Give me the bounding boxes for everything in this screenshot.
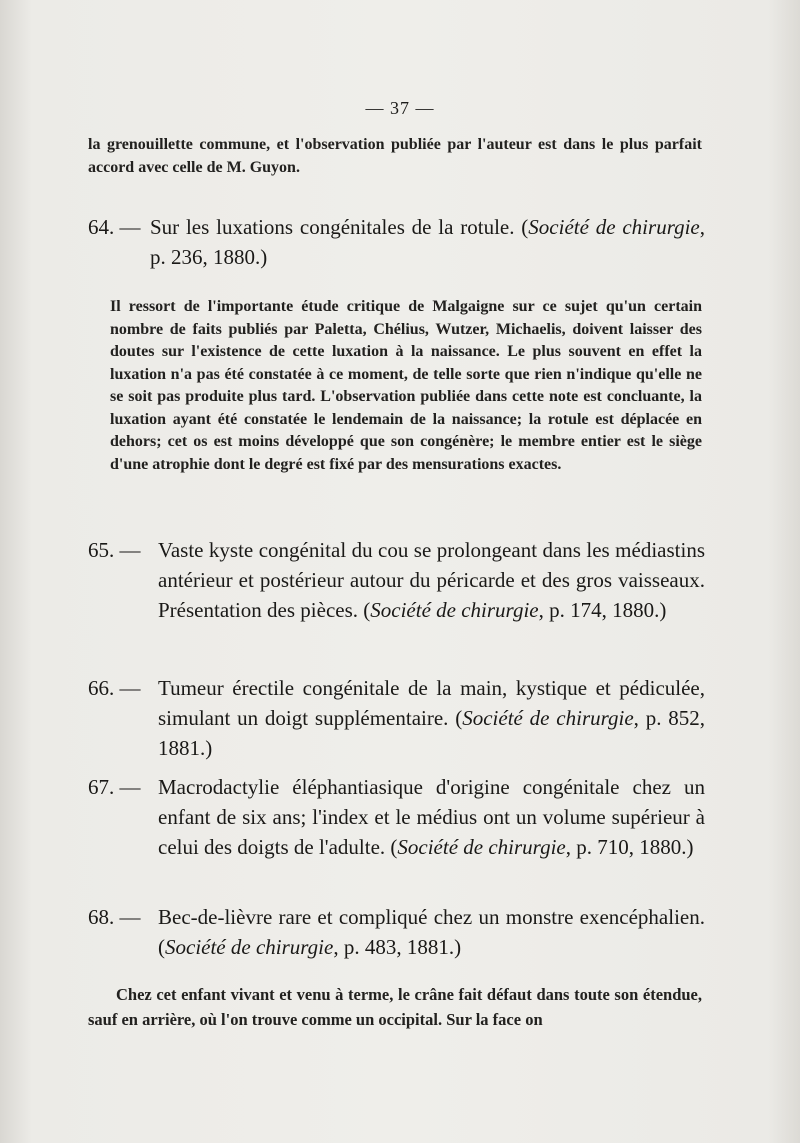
entry-text <box>158 772 705 862</box>
entry-title: Vaste kyste congénital du cou se prolongeant dans les médiastins antérieur et postérieur autour du péricarde et des gros vaisseaux. Présentation des pièces. ( <box>158 538 705 622</box>
entry-reference: , p. 483, 1881.) <box>333 935 462 959</box>
entry-number: 66. — <box>88 676 141 700</box>
entry-citation: Société de chirurgie <box>528 215 700 239</box>
entry-66 <box>88 673 705 763</box>
entry-65 <box>88 535 705 625</box>
entry-number: 65. — <box>88 538 141 562</box>
note-entry-68: Chez cet enfant vivant et venu à terme, le crâne fait défaut dans toute son étendue, sauf en arrière, où l'on trouve comme un occipital. Sur la face on <box>88 985 702 1029</box>
entry-reference: , p. 236, 1880.) <box>150 215 705 269</box>
entry-number: 68. — <box>88 905 141 929</box>
entry-64 <box>88 212 705 272</box>
entry-citation: Société de chirurgie <box>370 598 539 622</box>
entry-text <box>150 212 705 272</box>
entry-title: Tumeur érectile congénitale de la main, kystique et pédiculée, simulant un doigt supplémentaire. ( <box>158 676 705 730</box>
entry-text <box>158 673 705 763</box>
entry-reference: , p. 852, 1881.) <box>158 706 706 760</box>
entry-citation: Société de chirurgie <box>462 706 634 730</box>
page-number: — 37 — <box>365 98 435 118</box>
entry-text <box>158 902 705 962</box>
entry-67 <box>88 772 705 862</box>
entry-number: 64. — <box>88 215 141 239</box>
note-entry-64: Il ressort de l'importante étude critique de Malgaigne sur ce sujet qu'un certain nombre de faits publiés par Paletta, Chélius, Wutzer, Michaelis, doivent laisser des doutes sur l'existence de cette luxation à la naissance. Le plus souvent en effet la luxation n'a pas été constatée à ce moment, de telle sorte que rien n'indique qu'elle ne se soit pas produite plus tard. L'observation publiée dans cette note est concluante, la luxation ayant été constatée le lendemain de la naissance; la rotule est déplacée en dehors; cet os est moins développé que son congénère; le membre entier est le siège d'une atrophie dont le degré est fixé par des mensurations exactes. <box>110 298 702 473</box>
entry-citation: Société de chirurgie <box>397 835 566 859</box>
entry-reference: , p. 710, 1880.) <box>565 835 694 859</box>
entry-citation: Société de chirurgie <box>165 935 334 959</box>
entry-68 <box>88 902 705 962</box>
entry-title: Macrodactylie éléphantiasique d'origine congénitale chez un enfant de six ans; l'index et le médius ont un volume supérieur à celui des doigts de l'adulte. ( <box>158 775 705 859</box>
entry-reference: , p. 174, 1880.) <box>538 598 667 622</box>
continuation-paragraph: la grenouillette commune, et l'observation publiée par l'auteur est dans le plus parfait accord avec celle de M. Guyon. <box>88 136 702 176</box>
entry-title: Sur les luxations congénitales de la rotule. ( <box>150 215 529 239</box>
entry-number: 67. — <box>88 775 141 799</box>
entry-title: Bec-de-lièvre rare et compliqué chez un monstre exencéphalien. ( <box>158 905 705 959</box>
entry-text <box>158 535 705 625</box>
